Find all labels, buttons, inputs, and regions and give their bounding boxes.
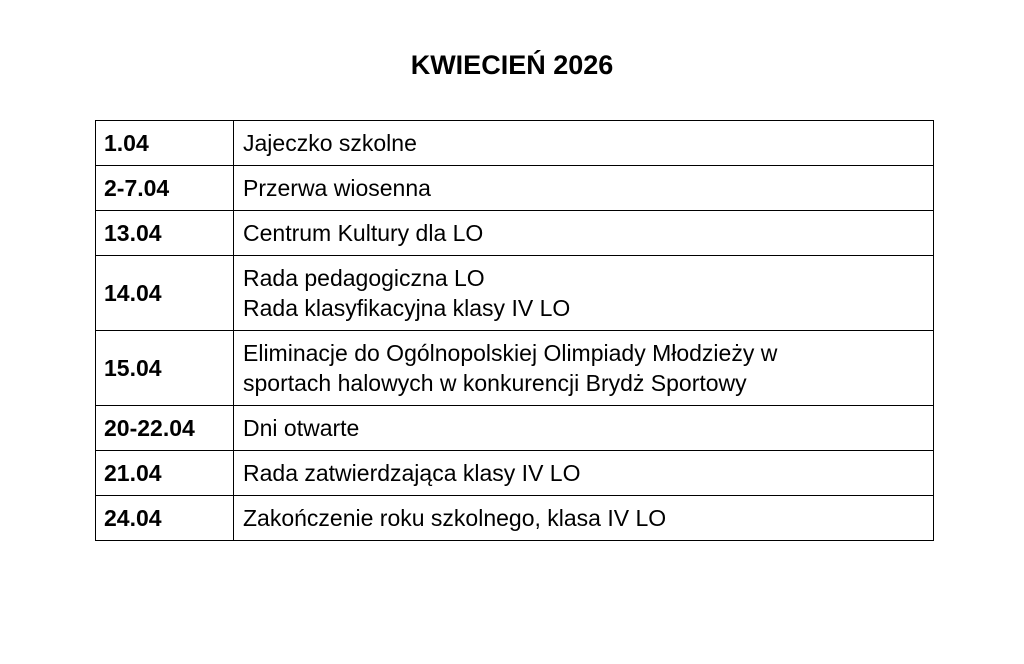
date-cell: 21.04 [96, 451, 234, 496]
event-cell [234, 496, 934, 541]
event-cell [234, 211, 934, 256]
event-line: Rada pedagogiczna LO [243, 265, 485, 291]
date-cell: 13.04 [96, 211, 234, 256]
table-row [96, 121, 934, 166]
event-line: Jajeczko szkolne [243, 130, 417, 156]
date-cell: 20-22.04 [96, 406, 234, 451]
table-row [96, 406, 934, 451]
page-title: KWIECIEŃ 2026 [410, 50, 614, 80]
schedule-table [95, 120, 934, 541]
event-cell [234, 166, 934, 211]
table-row [96, 451, 934, 496]
table-row [96, 256, 934, 331]
event-line: Rada zatwierdzająca klasy IV LO [243, 460, 581, 486]
event-line: Przerwa wiosenna [243, 175, 431, 201]
event-line: Zakończenie roku szkolnego, klasa IV LO [243, 505, 667, 531]
event-line: Centrum Kultury dla LO [243, 220, 484, 246]
date-cell: 2-7.04 [96, 166, 234, 211]
date-cell: 14.04 [96, 256, 234, 331]
event-cell [234, 331, 934, 406]
table-row [96, 496, 934, 541]
event-cell [234, 256, 934, 331]
event-line: sportach halowych w konkurencji Brydż Sportowy [243, 370, 747, 396]
event-cell [234, 406, 934, 451]
date-cell: 24.04 [96, 496, 234, 541]
event-line: Rada klasyfikacyjna klasy IV LO [243, 295, 571, 321]
event-cell [234, 451, 934, 496]
event-line: Eliminacje do Ogólnopolskiej Olimpiady Młodzieży w [243, 340, 778, 366]
table-row [96, 166, 934, 211]
table-row [96, 331, 934, 406]
date-cell: 1.04 [96, 121, 234, 166]
event-line: Dni otwarte [243, 415, 360, 441]
date-cell: 15.04 [96, 331, 234, 406]
event-cell [234, 121, 934, 166]
table-row [96, 211, 934, 256]
